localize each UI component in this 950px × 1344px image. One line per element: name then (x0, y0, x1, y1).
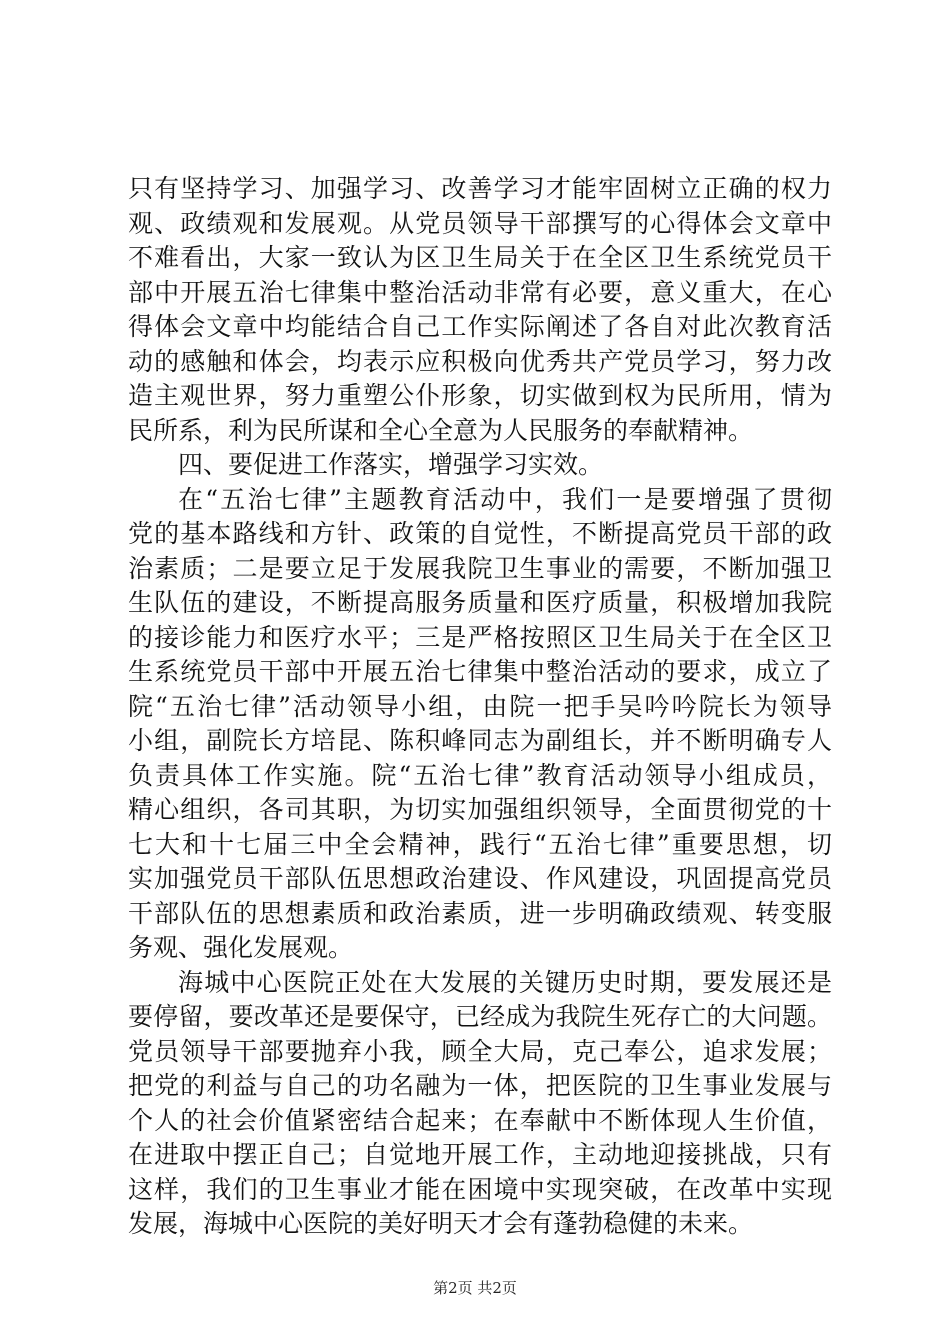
text-line: 个人的社会价值紧密结合起来；在奉献中不断体现人生价值， (128, 1105, 832, 1135)
text-line: 只有坚持学习、加强学习、改善学习才能牢固树立正确的权力 (128, 174, 832, 203)
text-line: 要停留，要改革还是要保守，已经成为我院生死存亡的大问题。 (128, 1002, 832, 1031)
text-line: 负责具体工作实施。院“五治七律”教育活动领导小组成员， (128, 760, 832, 790)
text-line: 部中开展五治七律集中整治活动非常有必要，意义重大，在心 (128, 277, 832, 307)
section-heading: 四、要促进工作落实，增强学习实效。 (178, 450, 604, 479)
text-line: 七大和十七届三中全会精神，践行“五治七律”重要思想，切 (128, 829, 832, 859)
text-line: 生队伍的建设，不断提高服务质量和医疗质量，积极增加我院 (128, 588, 832, 617)
text-line: 得体会文章中均能结合自己工作实际阐述了各自对此次教育活 (128, 312, 832, 341)
text-line: 党员领导干部要抛弃小我，顾全大局，克己奉公，追求发展； (128, 1036, 832, 1066)
text-line: 实加强党员干部队伍思想政治建设、作风建设，巩固提高党员 (128, 864, 832, 893)
text-line: 动的感触和体会，均表示应积极向优秀共产党员学习，努力改 (128, 346, 832, 376)
text-line: 精心组织，各司其职，为切实加强组织领导，全面贯彻党的十 (128, 795, 832, 824)
text-line: 这样，我们的卫生事业才能在困境中实现突破，在改革中实现 (128, 1174, 832, 1204)
text-line: 民所系，利为民所谋和全心全意为人民服务的奉献精神。 (128, 415, 754, 445)
text-line: 观、政绩观和发展观。从党员领导干部撰写的心得体会文章中 (128, 208, 832, 238)
text-line: 党的基本路线和方针、政策的自觉性，不断提高党员干部的政 (128, 519, 832, 548)
text-line: 干部队伍的思想素质和政治素质，进一步明确政绩观、转变服 (128, 898, 832, 928)
text-line: 不难看出，大家一致认为区卫生局关于在全区卫生系统党员干 (128, 243, 832, 272)
text-line: 在进取中摆正自己；自觉地开展工作，主动地迎接挑战，只有 (128, 1140, 832, 1169)
text-line: 小组，副院长方培昆、陈积峰同志为副组长，并不断明确专人 (128, 726, 832, 755)
page-footer: 第2页 共2页 (433, 1279, 517, 1297)
text-line: 生系统党员干部中开展五治七律集中整治活动的要求，成立了 (128, 657, 832, 686)
text-line: 海城中心医院正处在大发展的关键历史时期，要发展还是 (178, 967, 832, 997)
document-body (128, 172, 832, 1242)
text-line: 把党的利益与自己的功名融为一体，把医院的卫生事业发展与 (128, 1071, 832, 1100)
text-line: 造主观世界，努力重塑公仆形象，切实做到权为民所用，情为 (128, 381, 832, 410)
text-line: 在“五治七律”主题教育活动中，我们一是要增强了贯彻 (178, 484, 832, 514)
text-line: 治素质；二是要立足于发展我院卫生事业的需要，不断加强卫 (128, 553, 832, 583)
text-line: 务观、强化发展观。 (128, 933, 354, 962)
text-line: 院“五治七律”活动领导小组，由院一把手吴吟吟院长为领导 (128, 691, 832, 721)
text-line: 的接诊能力和医疗水平；三是严格按照区卫生局关于在全区卫 (128, 622, 832, 652)
text-line: 发展，海城中心医院的美好明天才会有蓬勃稳健的未来。 (128, 1209, 754, 1238)
